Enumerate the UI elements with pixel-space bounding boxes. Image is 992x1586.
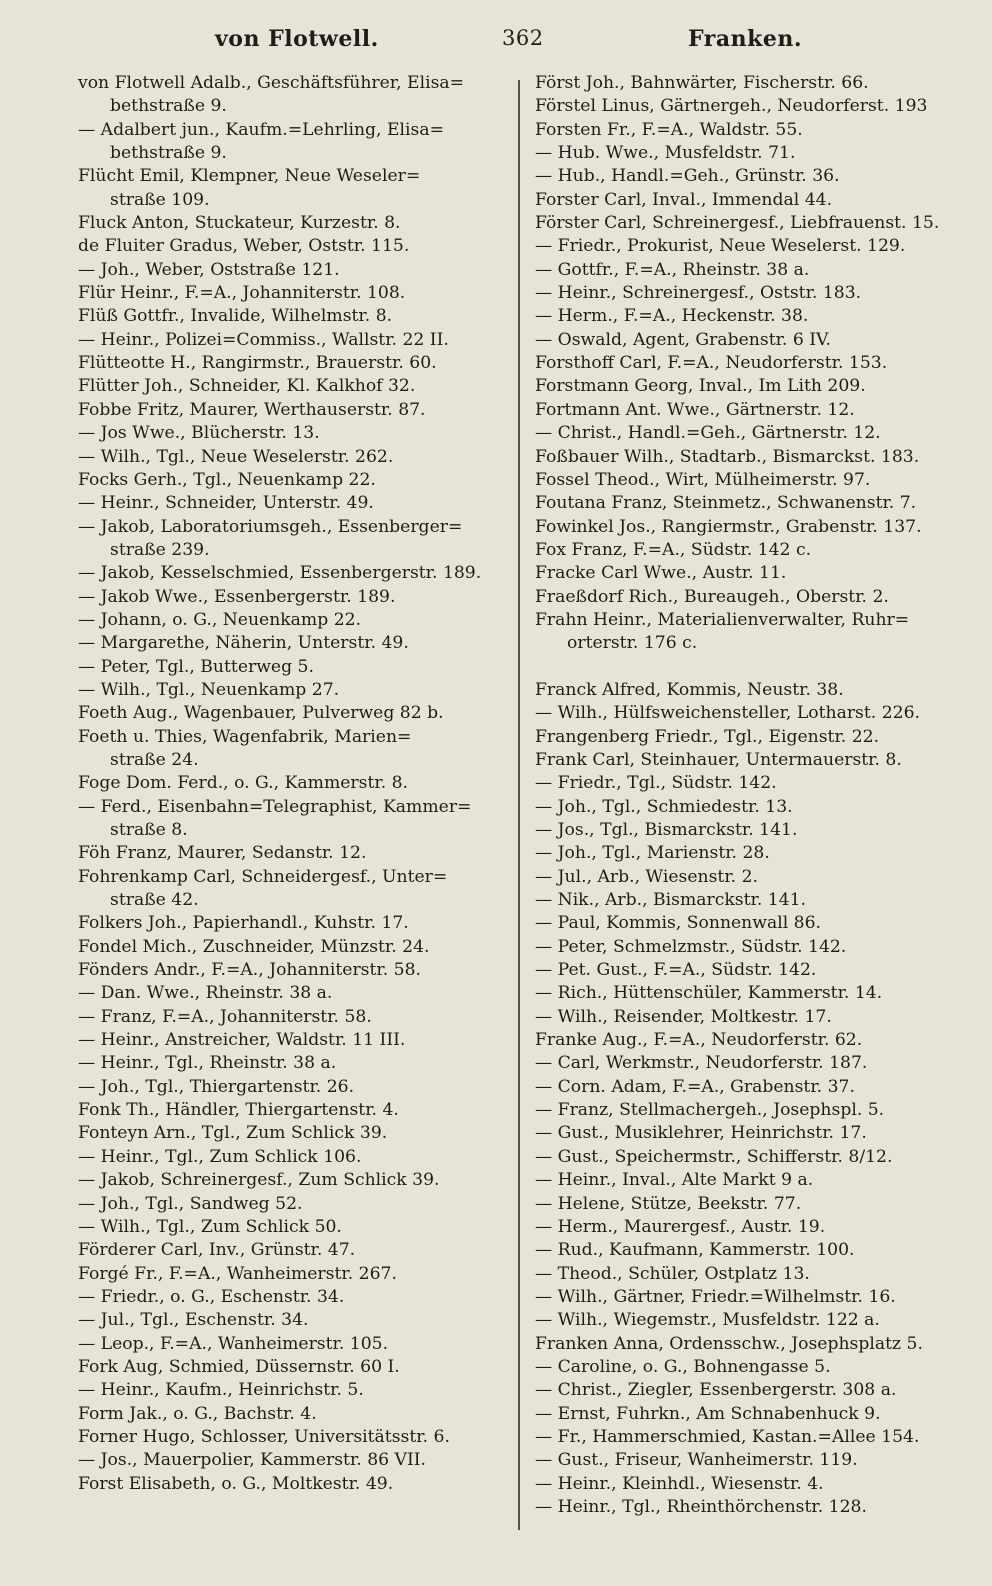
directory-entry: — Wilh., Tgl., Zum Schlick 50. xyxy=(78,1216,342,1237)
directory-entry: — Joh., Tgl., Sandweg 52. xyxy=(78,1193,303,1214)
directory-entry: bethstraße 9. xyxy=(110,143,227,164)
directory-entry: Fraeßdorf Rich., Bureaugeh., Oberstr. 2. xyxy=(535,586,889,607)
header-right-name: Franken. xyxy=(688,26,802,52)
directory-entry: Frangenberg Friedr., Tgl., Eigenstr. 22. xyxy=(535,726,880,747)
directory-entry: — Jos., Tgl., Bismarckstr. 141. xyxy=(535,820,798,840)
directory-entry: straße 109. xyxy=(110,189,210,210)
directory-entry: Flücht Emil, Klempner, Neue Weseler= xyxy=(78,166,421,187)
directory-entry: — Franz, F.=A., Johanniterstr. 58. xyxy=(78,1006,372,1027)
directory-entry: — Wilh., Wiegemstr., Musfeldstr. 122 a. xyxy=(535,1310,880,1331)
directory-entry: Forstmann Georg, Inval., Im Lith 209. xyxy=(535,376,866,397)
directory-entry: — Peter, Schmelzmstr., Südstr. 142. xyxy=(535,936,847,957)
directory-entry: — Joh., Tgl., Schmiedestr. 13. xyxy=(535,796,793,817)
directory-entry: Förderer Carl, Inv., Grünstr. 47. xyxy=(78,1240,356,1261)
directory-entry: — Ferd., Eisenbahn=Telegraphist, Kammer= xyxy=(78,796,472,817)
directory-entry: Flütter Joh., Schneider, Kl. Kalkhof 32. xyxy=(78,376,416,397)
directory-entry: — Fr., Hammerschmied, Kastan.=Allee 154. xyxy=(535,1426,920,1447)
directory-entry: — Gust., Speichermstr., Schifferstr. 8/12. xyxy=(535,1146,893,1167)
directory-entry: Forsten Fr., F.=A., Waldstr. 55. xyxy=(535,119,803,140)
directory-entry: — Jos., Mauerpolier, Kammerstr. 86 VII. xyxy=(78,1450,427,1471)
left-column xyxy=(78,72,508,1496)
directory-entry: — Caroline, o. G., Bohnengasse 5. xyxy=(535,1356,831,1377)
directory-entry: — Friedr., Tgl., Südstr. 142. xyxy=(535,773,777,794)
directory-entry: — Gottfr., F.=A., Rheinstr. 38 a. xyxy=(535,259,810,280)
directory-entry: — Heinr., Tgl., Zum Schlick 106. xyxy=(78,1146,362,1167)
directory-entry: — Ernst, Fuhrkn., Am Schnabenhuck 9. xyxy=(535,1403,881,1424)
directory-entry: straße 42. xyxy=(110,890,199,911)
directory-entry: — Wilh., Gärtner, Friedr.=Wilhelmstr. 16. xyxy=(535,1286,896,1307)
directory-entry: Fohrenkamp Carl, Schneidergesf., Unter= xyxy=(78,866,448,887)
directory-entry: — Jakob, Schreinergesf., Zum Schlick 39. xyxy=(78,1170,440,1191)
directory-entry: Forsthoff Carl, F.=A., Neudorferstr. 153. xyxy=(535,353,888,374)
directory-entry: Förster Carl, Schreinergesf., Liebfrauenst. 15. xyxy=(535,213,940,234)
directory-entry: — Jos Wwe., Blücherstr. 13. xyxy=(78,423,320,444)
directory-entry: Flütteotte H., Rangirmstr., Brauerstr. 60. xyxy=(78,353,437,374)
directory-entry: — Pet. Gust., F.=A., Südstr. 142. xyxy=(535,960,817,981)
page-number: 362 xyxy=(502,26,544,50)
directory-entry: Forster Carl, Inval., Immendal 44. xyxy=(535,189,833,210)
directory-entry: — Joh., Tgl., Thiergartenstr. 26. xyxy=(78,1076,355,1097)
directory-entry: — Heinr., Kleinhdl., Wiesenstr. 4. xyxy=(535,1473,824,1494)
directory-entry: Focks Gerh., Tgl., Neuenkamp 22. xyxy=(78,469,376,490)
directory-entry: — Friedr., o. G., Eschenstr. 34. xyxy=(78,1286,345,1307)
directory-entry: — Heinr., Inval., Alte Markt 9 a. xyxy=(535,1170,814,1191)
directory-entry: — Helene, Stütze, Beekstr. 77. xyxy=(535,1193,802,1214)
directory-entry: Fork Aug, Schmied, Düssernstr. 60 I. xyxy=(78,1356,400,1377)
directory-entry: — Jakob, Kesselschmied, Essenbergerstr. 189. xyxy=(78,563,482,584)
column-divider xyxy=(518,80,520,1530)
directory-entry: — Peter, Tgl., Butterweg 5. xyxy=(78,656,314,677)
directory-entry: — Wilh., Reisender, Moltkestr. 17. xyxy=(535,1006,832,1027)
directory-entry: — Rich., Hüttenschüler, Kammerstr. 14. xyxy=(535,983,883,1004)
directory-entry: Frahn Heinr., Materialienverwalter, Ruhr= xyxy=(535,609,910,630)
directory-entry: von Flotwell Adalb., Geschäftsführer, Elisa= xyxy=(78,73,465,93)
directory-entry: Franck Alfred, Kommis, Neustr. 38. xyxy=(535,679,844,700)
directory-entry: Foßbauer Wilh., Stadtarb., Bismarckst. 183. xyxy=(535,446,920,467)
directory-entry: Fluck Anton, Stuckateur, Kurzestr. 8. xyxy=(78,213,401,234)
directory-entry: — Jakob Wwe., Essenbergerstr. 189. xyxy=(78,586,396,607)
directory-entry: — Wilh., Tgl., Neuenkamp 27. xyxy=(78,679,340,700)
directory-entry: — Joh., Tgl., Marienstr. 28. xyxy=(535,843,770,864)
directory-entry: — Christ., Ziegler, Essenbergerstr. 308 a. xyxy=(535,1380,897,1401)
directory-entry: Föh Franz, Maurer, Sedanstr. 12. xyxy=(78,843,367,864)
directory-entry: de Fluiter Gradus, Weber, Oststr. 115. xyxy=(78,236,410,257)
directory-entry: — Wilh., Tgl., Neue Weselerstr. 262. xyxy=(78,446,394,467)
directory-entry: — Herm., Maurergesf., Austr. 19. xyxy=(535,1216,826,1237)
directory-entry: — Franz, Stellmachergeh., Josephspl. 5. xyxy=(535,1100,885,1121)
directory-entry: — Jakob, Laboratoriumsgeh., Essenberger= xyxy=(78,516,463,537)
directory-entry: — Heinr., Anstreicher, Waldstr. 11 III. xyxy=(78,1030,406,1051)
directory-entry: Flür Heinr., F.=A., Johanniterstr. 108. xyxy=(78,283,406,304)
directory-entry: Förstel Linus, Gärtnergeh., Neudorferst. 193 xyxy=(535,96,928,117)
directory-entry: Forner Hugo, Schlosser, Universitätsstr. 6. xyxy=(78,1426,450,1447)
directory-entry: Foge Dom. Ferd., o. G., Kammerstr. 8. xyxy=(78,773,409,794)
directory-entry: Fortmann Ant. Wwe., Gärtnerstr. 12. xyxy=(535,399,855,420)
directory-entry: — Heinr., Schreinergesf., Oststr. 183. xyxy=(535,283,862,304)
directory-entry: Franken Anna, Ordensschw., Josephsplatz 5. xyxy=(535,1333,923,1354)
directory-entry: — Christ., Handl.=Geh., Gärtnerstr. 12. xyxy=(535,423,881,444)
directory-entry: Fracke Carl Wwe., Austr. 11. xyxy=(535,563,787,584)
directory-entry: — Adalbert jun., Kaufm.=Lehrling, Elisa= xyxy=(78,119,444,140)
directory-entry: orterstr. 176 c. xyxy=(567,633,698,654)
directory-entry: straße 24. xyxy=(110,749,199,770)
directory-entry: Foeth Aug., Wagenbauer, Pulverweg 82 b. xyxy=(78,703,444,724)
directory-entry: Foeth u. Thies, Wagenfabrik, Marien= xyxy=(78,726,412,747)
directory-entry: Fondel Mich., Zuschneider, Münzstr. 24. xyxy=(78,936,430,957)
directory-entry: Fonteyn Arn., Tgl., Zum Schlick 39. xyxy=(78,1123,388,1144)
directory-entry: — Heinr., Polizei=Commiss., Wallstr. 22 II. xyxy=(78,329,449,350)
directory-entry: — Rud., Kaufmann, Kammerstr. 100. xyxy=(535,1240,855,1261)
directory-entry: — Heinr., Schneider, Unterstr. 49. xyxy=(78,493,374,514)
directory-entry: Fobbe Fritz, Maurer, Werthauserstr. 87. xyxy=(78,399,426,420)
directory-entry: straße 8. xyxy=(110,820,188,840)
directory-entry: bethstraße 9. xyxy=(110,96,227,117)
directory-entry: Fönders Andr., F.=A., Johanniterstr. 58. xyxy=(78,960,421,981)
directory-entry: — Johann, o. G., Neuenkamp 22. xyxy=(78,609,362,630)
directory-entry: — Corn. Adam, F.=A., Grabenstr. 37. xyxy=(535,1076,855,1097)
directory-entry: Flüß Gottfr., Invalide, Wilhelmstr. 8. xyxy=(78,306,393,327)
directory-entry: — Herm., F.=A., Heckenstr. 38. xyxy=(535,306,809,327)
directory-entry: Fox Franz, F.=A., Südstr. 142 c. xyxy=(535,539,812,560)
directory-entry: — Hub. Wwe., Musfeldstr. 71. xyxy=(535,143,796,164)
directory-entry: — Theod., Schüler, Ostplatz 13. xyxy=(535,1263,810,1284)
directory-entry: — Gust., Friseur, Wanheimerstr. 119. xyxy=(535,1450,858,1471)
page-header xyxy=(0,22,992,62)
directory-entry: — Wilh., Hülfsweichensteller, Lotharst. 226. xyxy=(535,703,920,724)
directory-entry: Fossel Theod., Wirt, Mülheimerstr. 97. xyxy=(535,469,871,490)
right-column xyxy=(535,72,963,1519)
directory-entry: — Jul., Arb., Wiesenstr. 2. xyxy=(535,866,758,887)
directory-entry: — Nik., Arb., Bismarckstr. 141. xyxy=(535,890,807,911)
directory-entry: Fowinkel Jos., Rangiermstr., Grabenstr. 137. xyxy=(535,516,922,537)
directory-entry: Fonk Th., Händler, Thiergartenstr. 4. xyxy=(78,1100,399,1121)
directory-entry: Form Jak., o. G., Bachstr. 4. xyxy=(78,1403,317,1424)
directory-entry: straße 239. xyxy=(110,539,210,560)
directory-entry: — Margarethe, Näherin, Unterstr. 49. xyxy=(78,633,409,654)
directory-entry: — Carl, Werkmstr., Neudorferstr. 187. xyxy=(535,1053,868,1074)
directory-entry: Först Joh., Bahnwärter, Fischerstr. 66. xyxy=(535,73,869,93)
directory-entry: Forst Elisabeth, o. G., Moltkestr. 49. xyxy=(78,1473,394,1494)
directory-entry: — Heinr., Tgl., Rheinthörchenstr. 128. xyxy=(535,1496,867,1517)
directory-entry: — Heinr., Kaufm., Heinrichstr. 5. xyxy=(78,1380,364,1401)
section-gap xyxy=(535,656,963,679)
directory-entry: — Jul., Tgl., Eschenstr. 34. xyxy=(78,1310,309,1331)
directory-entry: — Dan. Wwe., Rheinstr. 38 a. xyxy=(78,983,333,1004)
directory-entry: — Oswald, Agent, Grabenstr. 6 IV. xyxy=(535,329,831,350)
directory-entry: Frank Carl, Steinhauer, Untermauerstr. 8. xyxy=(535,749,902,770)
directory-entry: — Leop., F.=A., Wanheimerstr. 105. xyxy=(78,1333,389,1354)
header-left-name: von Flotwell. xyxy=(215,26,379,52)
directory-entry: — Heinr., Tgl., Rheinstr. 38 a. xyxy=(78,1053,337,1074)
directory-entry: Forgé Fr., F.=A., Wanheimerstr. 267. xyxy=(78,1263,397,1284)
directory-entry: Folkers Joh., Papierhandl., Kuhstr. 17. xyxy=(78,913,409,934)
directory-entry: — Friedr., Prokurist, Neue Weselerst. 129. xyxy=(535,236,906,257)
directory-entry: — Paul, Kommis, Sonnenwall 86. xyxy=(535,913,822,934)
directory-entry: Franke Aug., F.=A., Neudorferstr. 62. xyxy=(535,1030,863,1051)
directory-entry: — Gust., Musiklehrer, Heinrichstr. 17. xyxy=(535,1123,867,1144)
directory-entry: — Joh., Weber, Oststraße 121. xyxy=(78,259,340,280)
directory-entry: — Hub., Handl.=Geh., Grünstr. 36. xyxy=(535,166,840,187)
directory-entry: Foutana Franz, Steinmetz., Schwanenstr. 7. xyxy=(535,493,917,514)
